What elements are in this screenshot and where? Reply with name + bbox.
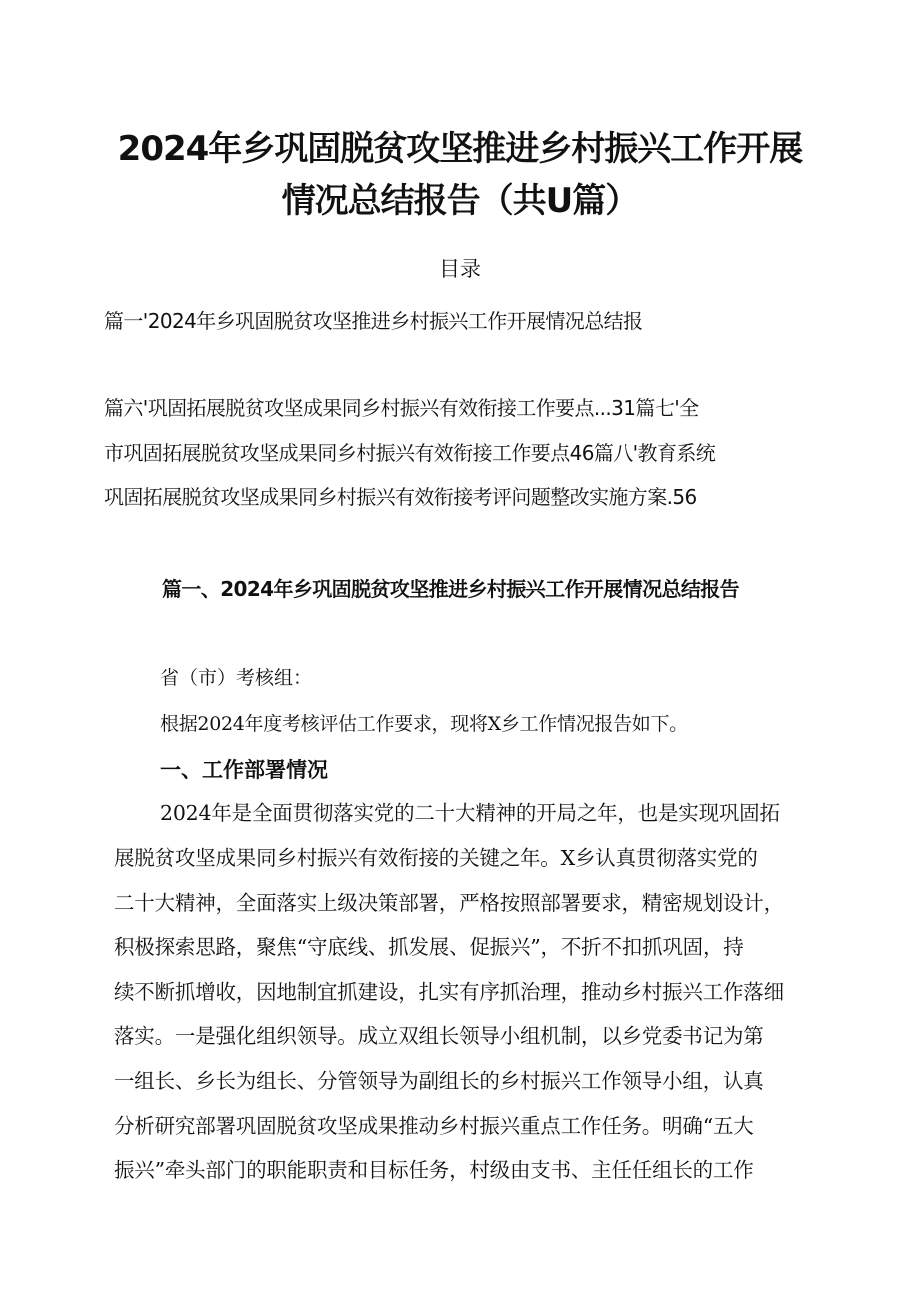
salutation: 省（市）考核组： [160,667,313,689]
document-title-line-1: 2024年乡巩固脱贫攻坚推进乡村振兴工作开展 [117,129,803,169]
toc-line: 篇六'巩固拓展脱贫攻坚成果同乡村振兴有效衔接工作要点...31篇七'全 [104,396,699,420]
subheading: 一、工作部署情况 [160,758,328,782]
toc-line: 篇一'2024年乡巩固脱贫攻坚推进乡村振兴工作开展情况总结报 [104,309,643,333]
body-text-line: 二十大精神，全面落实上级决策部署，严格按照部署要求，精密规划设计， [114,891,784,915]
body-text-line: 落实。一是强化组织领导。成立双组长领导小组机制，以乡党委书记为第 [114,1024,764,1048]
body-text-line: 振兴”牵头部门的职能职责和目标任务，村级由支书、主任任组长的工作 [114,1158,754,1182]
body-text-line: 一组长、乡长为组长、分管领导为副组长的乡村振兴工作领导小组，认真 [114,1069,764,1093]
body-text-line: 分析研究部署巩固脱贫攻坚成果推动乡村振兴重点工作任务。明确“五大 [114,1114,754,1138]
toc-line: 市巩固拓展脱贫攻坚成果同乡村振兴有效衔接工作要点46篇八'教育系统 [104,441,716,465]
toc-heading: 目录 [439,257,481,281]
section-title: 篇一、2024年乡巩固脱贫攻坚推进乡村振兴工作开展情况总结报告 [162,577,740,601]
body-text-line: 展脱贫攻坚成果同乡村振兴有效衔接的关键之年。X乡认真贯彻落实党的 [114,846,758,870]
body-text-line: 2024年是全面贯彻落实党的二十大精神的开局之年，也是实现巩固拓 [160,801,780,825]
body-text-line: 续不断抓增收，因地制宜抓建设，扎实有序抓治理，推动乡村振兴工作落细 [114,980,784,1004]
intro-paragraph: 根据2024年度考核评估工作要求，现将X乡工作情况报告如下。 [160,713,688,735]
document-title-line-2: 情况总结报告（共U篇） [281,181,639,221]
toc-line: 巩固拓展脱贫攻坚成果同乡村振兴有效衔接考评问题整改实施方案.56 [104,485,697,509]
body-text-line: 积极探索思路，聚焦“守底线、抓发展、促振兴”，不折不扣抓巩固，持 [114,935,744,959]
